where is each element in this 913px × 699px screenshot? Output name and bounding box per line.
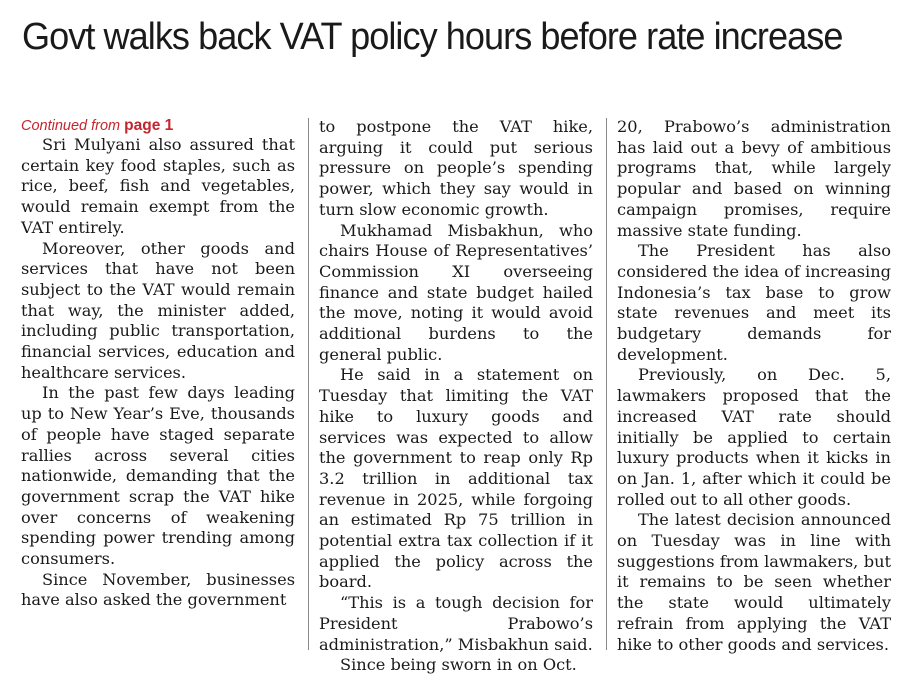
paragraph: Mukhamad Misbakhun, who chairs House of Representatives’ Commission XI overseeing finance and state budget hailed the move, noting it would avoid additional burdens to the general public.	[319, 220, 593, 364]
column-divider	[606, 118, 607, 650]
article-column-3	[617, 117, 891, 655]
paragraph-continuation: to postpone the VAT hike, arguing it could put serious pressure on people’s spending power, which they say would in turn slow economic growth.	[319, 117, 593, 219]
paragraph: Since November, businesses have also asked the government	[21, 569, 295, 610]
paragraph: Sri Mulyani also assured that certain key food staples, such as rice, beef, fish and vegetables, would remain exempt from the VAT entirely.	[21, 135, 295, 237]
headline: Govt walks back VAT policy hours before rate increase	[22, 16, 843, 58]
paragraph: The President has also considered the idea of increasing Indonesia’s tax base to grow state revenues and meet its budgetary demands for development.	[617, 241, 891, 364]
paragraph-continuation: 20, Prabowo’s administration has laid out a bevy of ambitious programs that, while largely popular and based on winning campaign promises, require massive state funding.	[617, 117, 891, 240]
paragraph: Since being sworn in on Oct.	[340, 655, 577, 675]
paragraph: Moreover, other goods and services that have not been subject to the VAT would remain that way, the minister added, including public transportation, financial services, education and healthcare services.	[21, 238, 295, 382]
paragraph: Previously, on Dec. 5, lawmakers proposed that the increased VAT rate should initially be applied to certain luxury products when it kicks in on Jan. 1, after which it could be rolled out to all other goods.	[617, 365, 891, 509]
article-column-2	[319, 117, 593, 676]
paragraph: He said in a statement on Tuesday that limiting the VAT hike to luxury goods and services was expected to allow the government to reap only Rp 3.2 trillion in additional tax revenue in 2025, while forgoing an estimated Rp 75 trillion in potential extra tax collection if it applied the policy across the board.	[319, 365, 593, 592]
column-divider	[308, 118, 309, 650]
continued-label: Continued from	[21, 118, 121, 134]
paragraph: The latest decision announced on Tuesday was in line with suggestions from lawmakers, but it remains to be seen whether the state would ultimately refrain from applying the VAT hike to other goods and services.	[617, 510, 891, 654]
paragraph: “This is a tough decision for President Prabowo’s administration,” Misbakhun said.	[319, 593, 593, 654]
paragraph: In the past few days leading up to New Year’s Eve, thousands of people have staged separate rallies across several cities nationwide, demanding that the government scrap the VAT hike over concerns of weakening spending power trending among consumers.	[21, 383, 295, 569]
continued-page-ref: page 1	[124, 117, 174, 134]
continued-from-line	[21, 117, 295, 135]
article-column-1	[21, 117, 295, 611]
